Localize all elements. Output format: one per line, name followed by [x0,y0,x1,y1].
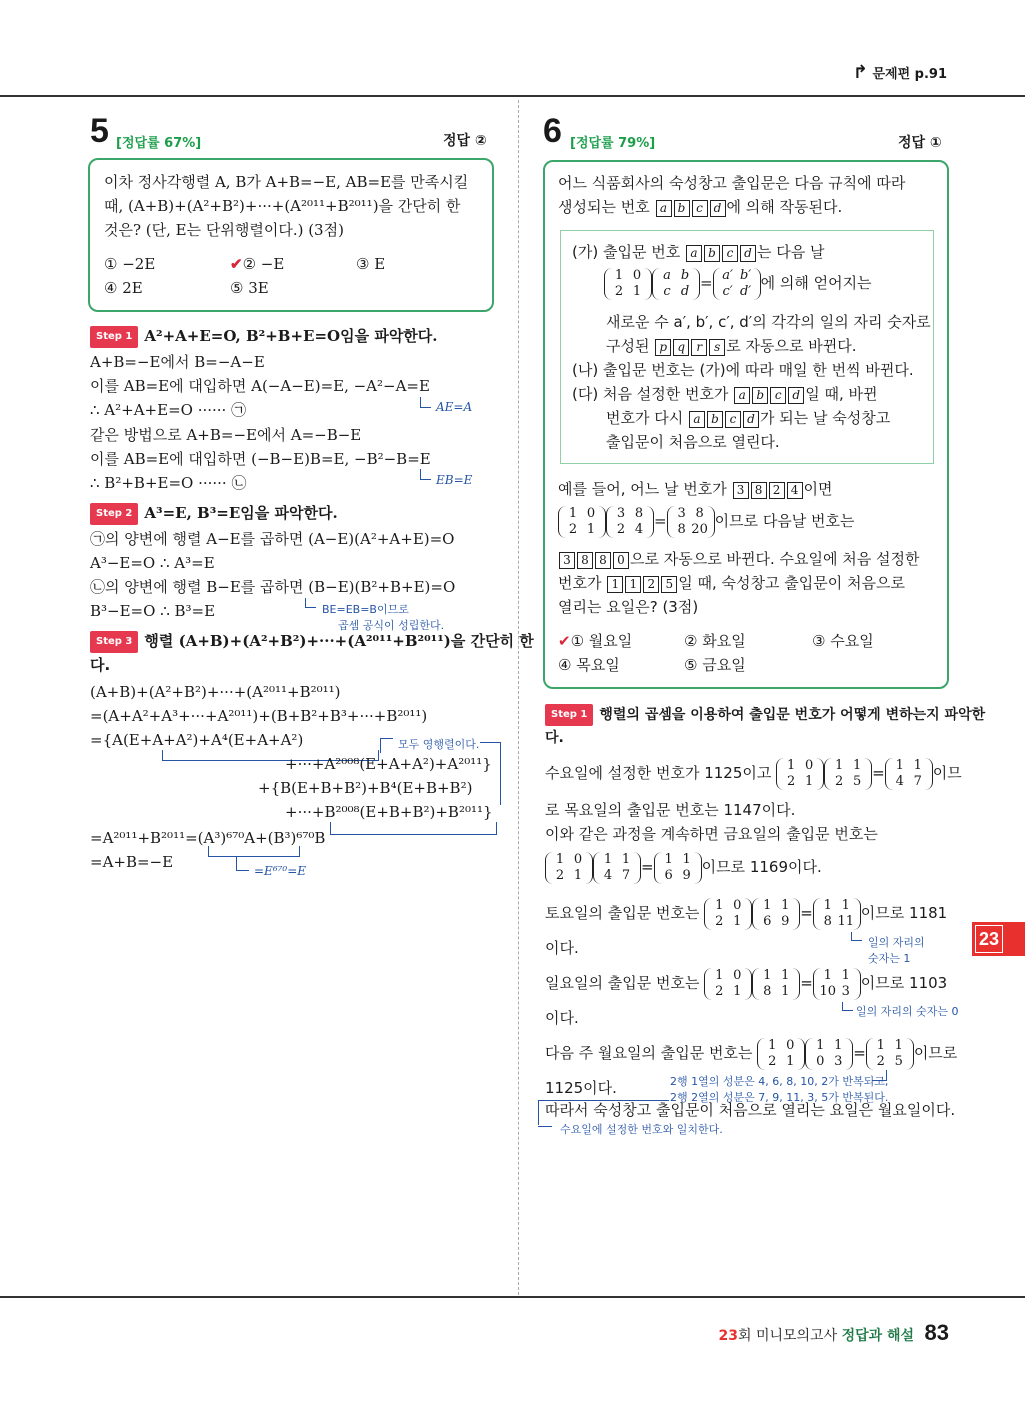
q5-choice-4: ④ 2E [104,279,143,297]
q6-sol-line: 다음 주 월요일의 출입문 번호는 1 0 2 11 1 0 3 = 1 1 2 5 이므로 [545,1037,958,1069]
footer-round-suffix: 회 미니모의고사 [737,1328,838,1344]
matrix: 1 1 6 9 [752,898,800,930]
digit-box: d [710,200,726,217]
matrix: 1 0 2 1 [757,1038,805,1070]
q5-line: 이를 AB=E에 대입하면 A(−A−E)=E, −A²−A=E [90,377,430,395]
q6-sol-line: 1 0 2 11 1 4 7 = 1 1 6 9 이므로 1169이다. [545,850,822,884]
digit-box: b [674,200,690,217]
digit-box: 8 [751,482,767,499]
matrix: a′ b′ c′ d′ [713,268,761,300]
digit-box: p [655,339,671,356]
digit-box: r [691,339,707,356]
page-ref: ↱ 문제편 p.91 [852,62,947,83]
matrix: 1 0 2 1 [704,898,752,930]
digit-box: d [788,387,804,404]
matrix: 1 1 0 3 [805,1038,853,1070]
q6-rule-ga-e: 구성된 p q r s 로 자동으로 바뀐다. [606,337,857,355]
column-divider [518,100,519,1295]
q6-note-same: 수요일에 설정한 번호와 일치한다. [560,1123,723,1136]
header-divider [0,95,1025,97]
matrix: 1 1 8 11 [813,898,861,930]
q6-choice-3: ③ 수요일 [812,632,874,650]
digit-box: b [704,245,720,262]
q6-sol-line: 이다. [545,1009,579,1027]
digit-box: 3 [733,482,749,499]
digit-box: q [673,339,689,356]
q6-sol-line: 1125이다. [545,1079,617,1097]
q5-choice-3: ③ E [356,255,386,273]
round-side-tab-label: 23 [975,925,1003,953]
matrix: 1 1 2 5 [866,1038,914,1070]
q5-line: A³−E=O ∴ A³=E [90,554,215,572]
q5-line: ∴ A²+A+E=O ······ ㉠ [90,401,247,419]
q5-note-zero: 모두 영행렬이다. [398,738,480,751]
q6-stem-1: 어느 식품회사의 숙성창고 출입문은 다음 규칙에 따라 [558,174,906,192]
q5-note-e670: =E⁶⁷⁰=E [254,864,307,878]
q6-choice-5: ⑤ 금요일 [684,656,746,674]
check-icon: ✔ [558,632,571,650]
digit-box: c [722,245,738,262]
q6-rule-na: (나) 출입문 번호는 (가)에 따라 매일 한 번씩 바뀐다. [572,361,914,379]
digit-box: 2 [769,482,785,499]
step-badge: Step 2 [90,503,138,525]
matrix: 1 1 4 7 [885,758,933,790]
q6-sol-line: 따라서 숙성창고 출입문이 처음으로 열리는 요일은 월요일이다. [545,1101,956,1119]
footer-divider [0,1296,1025,1298]
step-badge: Step 1 [90,326,138,348]
q5-stem-3: 것은? (단, E는 단위행렬이다.) (3점) [104,221,344,239]
note-connector [380,738,393,753]
q5-line: +{B(E+B+B²)+B⁴(E+B+B²) [258,779,473,797]
q5-step2: Step 2 A³=E, B³=E임을 파악한다. [90,503,338,525]
matrix: 1 1 8 1 [752,968,800,1000]
digit-box: 8 [577,552,593,569]
q6-note-row2: 2행 2열의 성분은 7, 9, 11, 3, 5가 반복된다. [670,1091,889,1104]
q6-sol-line: 수요일에 설정한 번호가 1125이고 1 0 2 11 1 2 5 = 1 1 4 7 이므 [545,757,962,789]
note-connector [305,598,316,608]
q5-note-be: BE=EB=B이므로 [322,603,409,616]
q5-choice-1: ① −2E [104,255,156,273]
digit-box: 4 [787,482,803,499]
q5-line: 이를 AB=E에 대입하면 (−B−E)B=E, −B²−B=E [90,450,431,468]
q5-note-eb: EB=E [436,473,473,487]
q6-choice-1: ✔① 월요일 [558,632,633,650]
q5-line: ㉡의 양변에 행렬 B−E를 곱하면 (B−E)(B²+B+E)=O [90,578,456,596]
q6-rule-da: (다) 처음 설정한 번호가 a b c d 일 때, 바뀐 [572,385,878,403]
note-connector [842,1002,853,1011]
note-connector [538,1118,552,1127]
q6-sol-line: 일요일의 출입문 번호는 1 0 2 11 1 8 1 = 1 1 10 3 이므로 1103 [545,967,948,999]
q5-line: ={A(E+A+A²)+A⁴(E+A+A²) [90,731,304,749]
q6-rule-ga-matrix: 1 0 2 1a b c d = a′ b′ c′ d′ 에 의해 얻어지는 [604,266,872,300]
digit-box: 0 [613,552,629,569]
note-connector [872,1070,887,1081]
note-connector [851,932,862,941]
matrix: 3 8 8 20 [667,506,715,538]
q6-step1: Step 1 행렬의 곱셈을 이용하여 출입문 번호가 어떻게 변하는지 파악한 [545,704,985,726]
q6-sol-line: 토요일의 출입문 번호는 1 0 2 11 1 6 9 = 1 1 8 11 이므로 1181 [545,897,948,929]
digit-box: a [689,411,705,428]
round-side-tab [972,922,1025,956]
q5-step3-cont: 다. [90,656,111,674]
digit-box: 1 [607,576,623,593]
digit-box: b [707,411,723,428]
q6-note-unit0: 일의 자리의 숫자는 0 [856,1005,959,1018]
q5-line: ∴ B²+B+E=O ······ ㉡ [90,474,247,492]
q5-rate: [정답률 67%] [116,136,202,151]
digit-box: 5 [661,576,677,593]
q5-line: 같은 방법으로 A+B=−E에서 A=−B−E [90,426,362,444]
q5-line: +···+B²⁰⁰⁸(E+B+B²)+B²⁰¹¹} [285,803,493,821]
q6-rule-ga: (가) 출입문 번호 a b c d 는 다음 날 [572,243,825,261]
q5-line: +···+A²⁰⁰⁸(E+A+A²)+A²⁰¹¹} [285,755,492,773]
q6-rule-da-e: 출입문이 처음으로 열린다. [606,433,780,451]
q6-sol-line: 이와 같은 과정을 계속하면 금요일의 출입문 번호는 [545,825,878,843]
note-connector [208,846,300,857]
q6-example-matrix: 1 0 2 13 8 2 4 = 3 8 8 20 이므로 다음날 번호는 [558,504,855,538]
q6-choice-4: ④ 목요일 [558,656,620,674]
q6-note-row1: 2행 1열의 성분은 4, 6, 8, 10, 2가 반복되고, [670,1075,889,1088]
q6-number: 6 [543,112,562,150]
q6-sol-line: 로 목요일의 출입문 번호는 1147이다. [545,801,796,819]
q5-line: ㉠의 양변에 행렬 A−E를 곱하면 (A−E)(A²+A+E)=O [90,530,455,548]
digit-box: a [686,245,702,262]
digit-box: c [692,200,708,217]
q6-choice-2: ② 화요일 [684,632,746,650]
q5-line: B³−E=O ∴ B³=E [90,602,216,620]
q5-choice-2: ✔② −E [230,255,285,273]
q5-line: (A+B)+(A²+B²)+···+(A²⁰¹¹+B²⁰¹¹) [90,683,341,701]
digit-box: 2 [643,576,659,593]
matrix: 1 1 2 5 [824,758,872,790]
matrix: 1 1 4 7 [593,852,641,884]
note-connector [330,822,497,835]
note-connector [236,856,249,871]
footer-round: 23 [718,1328,738,1344]
matrix: 3 8 2 4 [606,506,654,538]
q6-sol-line: 이다. [545,939,579,957]
q5-note-ae: AE=A [436,400,473,414]
q5-line: =(A+A²+A³+···+A²⁰¹¹)+(B+B²+B³+···+B²⁰¹¹) [90,707,428,725]
note-connector [420,469,431,480]
arrow-icon: ↱ [852,62,868,83]
q5-line: A+B=−E에서 B=−A−E [90,353,265,371]
q5-choice-5: ⑤ 3E [230,279,269,297]
q5-step1: Step 1 A²+A+E=O, B²+B+E=O임을 파악한다. [90,326,438,348]
q6-example-1: 예를 들어, 어느 날 번호가 3 8 2 4 이면 [558,480,833,498]
q6-example-4: 열리는 요일은? (3점) [558,598,699,616]
q6-answer: 정답 ① [898,135,942,151]
q5-line: =A+B=−E [90,853,174,871]
digit-box: s [709,339,725,356]
digit-box: 3 [559,552,575,569]
step-badge: Step 3 [90,631,138,653]
note-connector [420,397,431,408]
q5-stem-2: 때, (A+B)+(A²+B²)+···+(A²⁰¹¹+B²⁰¹¹)을 간단히 한 [104,197,461,215]
step-badge: Step 1 [545,704,593,726]
page-number: 83 [924,1320,949,1345]
matrix: 1 0 2 1 [704,968,752,1000]
q5-note-formula: 곱셈 공식이 성립한다. [338,619,445,632]
matrix: 1 0 2 1 [558,506,606,538]
q6-example-2: 3 8 8 0 으로 자동으로 바뀐다. 수요일에 처음 설정한 [558,549,919,569]
matrix: 1 1 6 9 [654,852,702,884]
q5-line: =A²⁰¹¹+B²⁰¹¹=(A³)⁶⁷⁰A+(B³)⁶⁷⁰B [90,829,326,847]
q5-step3: Step 3 행렬 (A+B)+(A²+B²)+···+(A²⁰¹¹+B²⁰¹¹)을 간단히 한 [90,631,534,653]
digit-box: d [743,411,759,428]
q6-rule-ga-d: 새로운 수 a′, b′, c′, d′의 각각의 일의 자리 숫자로 [606,313,931,331]
digit-box: d [740,245,756,262]
matrix: 1 0 2 1 [604,268,652,300]
digit-box: 1 [625,576,641,593]
q6-note-unit1-a: 일의 자리의 [868,936,925,949]
digit-box: a [734,387,750,404]
digit-box: c [725,411,741,428]
q5-number: 5 [90,112,109,150]
q6-example-3: 번호가 1 1 2 5 일 때, 숙성창고 출입문이 처음으로 [558,574,905,592]
q6-stem-2: 생성되는 번호 a b c d 에 의해 작동된다. [558,198,843,216]
digit-box: 8 [595,552,611,569]
digit-box: c [770,387,786,404]
digit-box: a [656,200,672,217]
matrix: 1 0 2 1 [545,852,593,884]
check-icon: ✔ [230,255,243,273]
q6-rate: [정답률 79%] [570,136,656,151]
q6-step1-cont: 다. [545,730,564,746]
matrix: a b c d [652,268,700,300]
q5-stem-1: 이차 정사각행렬 A, B가 A+B=−E, AB=E를 만족시킬 [104,173,469,191]
q6-rule-da-c: 번호가 다시 a b c d 가 되는 날 숙성창고 [606,409,891,427]
digit-box: b [752,387,768,404]
matrix: 1 1 10 3 [813,968,861,1000]
q6-note-unit1-b: 숫자는 1 [868,952,911,965]
footer [719,1320,950,1346]
q5-answer: 정답 ② [443,133,487,149]
footer-title: 정답과 해설 [841,1328,915,1344]
matrix: 1 0 2 1 [776,758,824,790]
